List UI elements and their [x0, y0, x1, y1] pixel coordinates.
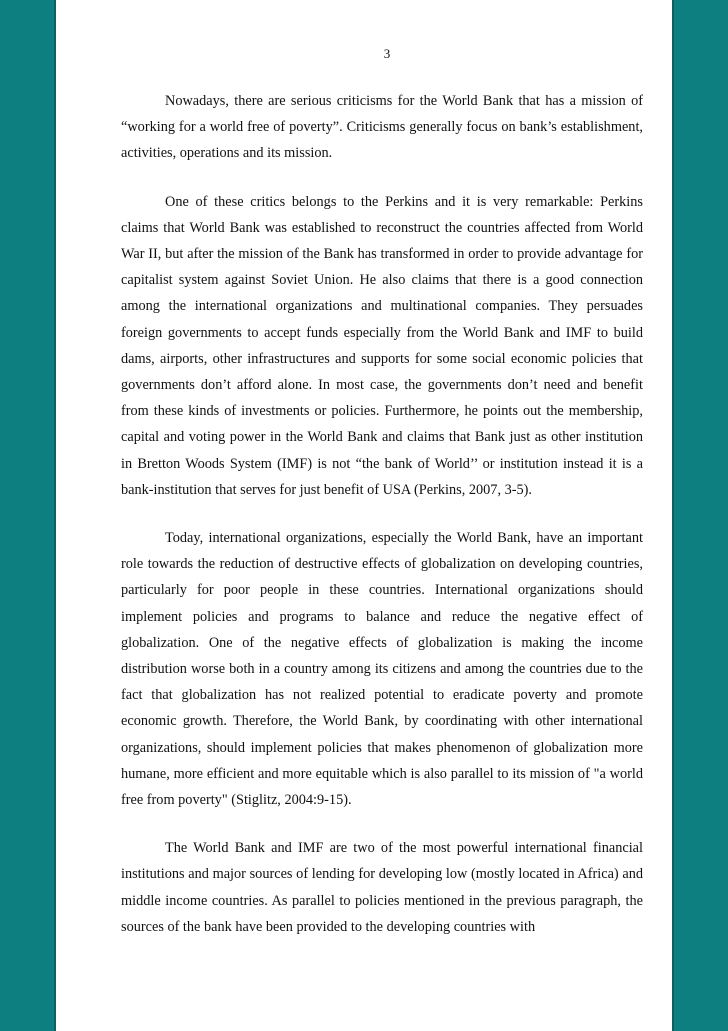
- document-page: [121, 46, 643, 940]
- right-margin-bar: [672, 0, 728, 1031]
- paragraph-perkins: One of these critics belongs to the Perkins and it is very remarkable: Perkins claims that World Bank was established to reconstruct the countries affected from World War II, but after the mission of the Bank has transformed in order to provide advantage for capitalist system against Soviet Union. He also claims that there is a good connection among the international organizations and multinational companies. They persuades foreign governments to accept funds especially from the World Bank and IMF to build dams, airports, other infrastructures and supports for some social economic policies that governments don’t afford alone. In most case, the governments don’t need and benefit from these kinds of investments or policies. Furthermore, he points out the membership, capital and voting power in the World Bank and claims that Bank just as other institution in Bretton Woods System (IMF) is not “the bank of World’’ or institution instead it is a bank-institution that serves for just benefit of USA (Perkins, 2007, 3-5).: [121, 193, 643, 498]
- page-number: 3: [383, 46, 391, 61]
- left-margin-bar: [0, 0, 56, 1031]
- paragraph-spacer: [121, 503, 643, 525]
- paragraph-criticisms: Nowadays, there are serious criticisms for the World Bank that has a mission of “working for a world free of poverty”. Criticisms generally focus on bank’s establishment, activities, operations and its mission.: [121, 93, 643, 162]
- paragraph-world-bank-imf: The World Bank and IMF are two of the most powerful international financial institutions and major sources of lending for developing low (mostly located in Africa) and middle income countries. As parallel to policies mentioned in the previous paragraph, the sources of the bank have been provided to the developing countries with: [121, 840, 643, 935]
- paragraph-spacer: [121, 813, 643, 835]
- paragraph-globalization: Today, international organizations, especially the World Bank, have an important role towards the reduction of destructive effects of globalization on developing countries, particularly for poor people in these countries. International organizations should implement policies and programs to balance and reduce the negative effect of globalization. One of the negative effects of globalization is making the income distribution worse both in a country among its citizens and among the countries due to the fact that globalization has not realized potential to eradicate poverty and promote economic growth. Therefore, the World Bank, by coordinating with other international organizations, should implement policies that makes phenomenon of globalization more humane, more efficient and more equitable which is also parallel to its mission of "a world free from poverty" (Stiglitz, 2004:9-15).: [121, 530, 643, 809]
- paragraph-spacer: [121, 167, 643, 189]
